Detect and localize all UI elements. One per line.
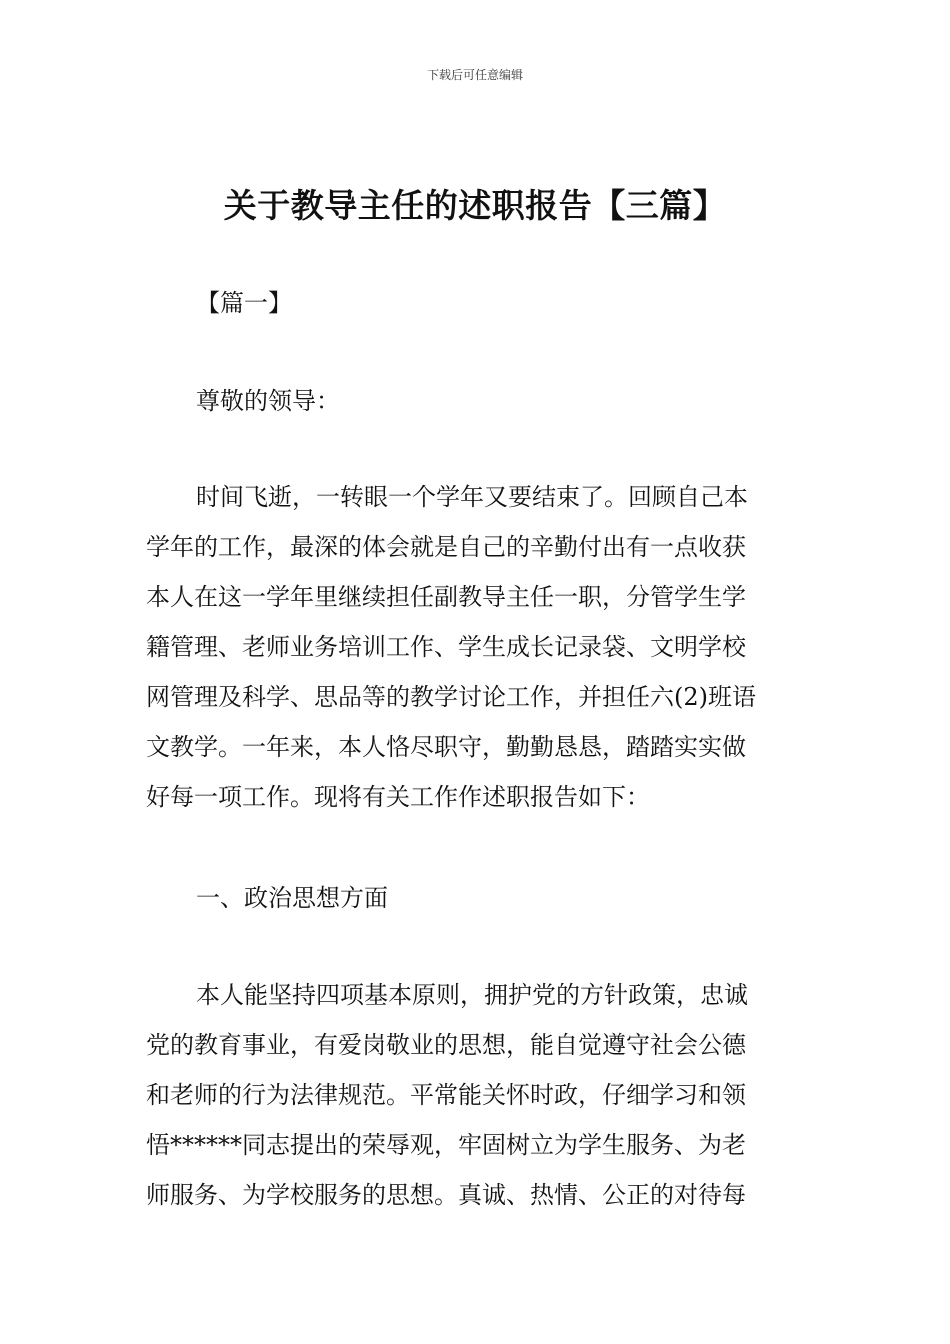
paragraph-1-line: 时间飞逝，一转眼一个学年又要结束了。回顾自己本	[196, 483, 748, 511]
document-title: 关于教导主任的述职报告【三篇】	[223, 186, 727, 225]
header-note: 下载后可任意编辑	[426, 68, 523, 82]
paragraph-2-line: 党的教育事业，有爱岗敬业的思想，能自觉遵守社会公德	[146, 1031, 746, 1059]
paragraph-1-line: 学年的工作，最深的体会就是自己的辛勤付出有一点收获	[146, 533, 746, 561]
paragraph-1-line: 好每一项工作。现将有关工作作述职报告如下：	[146, 783, 650, 811]
paragraph-2-line: 和老师的行为法律规范。平常能关怀时政，仔细学习和领	[146, 1081, 746, 1109]
subheading-political: 一、政治思想方面	[196, 884, 388, 912]
paragraph-1-line: 本人在这一学年里继续担任副教导主任一职，分管学生学	[146, 583, 746, 611]
paragraph-2-line: 悟******同志提出的荣辱观，牢固树立为学生服务、为老	[146, 1131, 746, 1159]
paragraph-1-line: 文教学。一年来，本人恪尽职守，勤勤恳恳，踏踏实实做	[146, 733, 746, 761]
paragraph-2-line: 本人能坚持四项基本原则，拥护党的方针政策，忠诚	[196, 981, 748, 1009]
paragraph-1-line: 籍管理、老师业务培训工作、学生成长记录袋、文明学校	[146, 633, 746, 661]
salutation: 尊敬的领导：	[196, 387, 340, 415]
paragraph-2	[146, 970, 806, 1220]
paragraph-2-line: 师服务、为学校服务的思想。真诚、热情、公正的对待每	[146, 1181, 746, 1209]
paragraph-1	[146, 472, 806, 822]
paragraph-1-line: 网管理及科学、思品等的教学讨论工作，并担任六(2)班语	[146, 683, 756, 711]
section-label: 【篇一】	[196, 289, 292, 317]
